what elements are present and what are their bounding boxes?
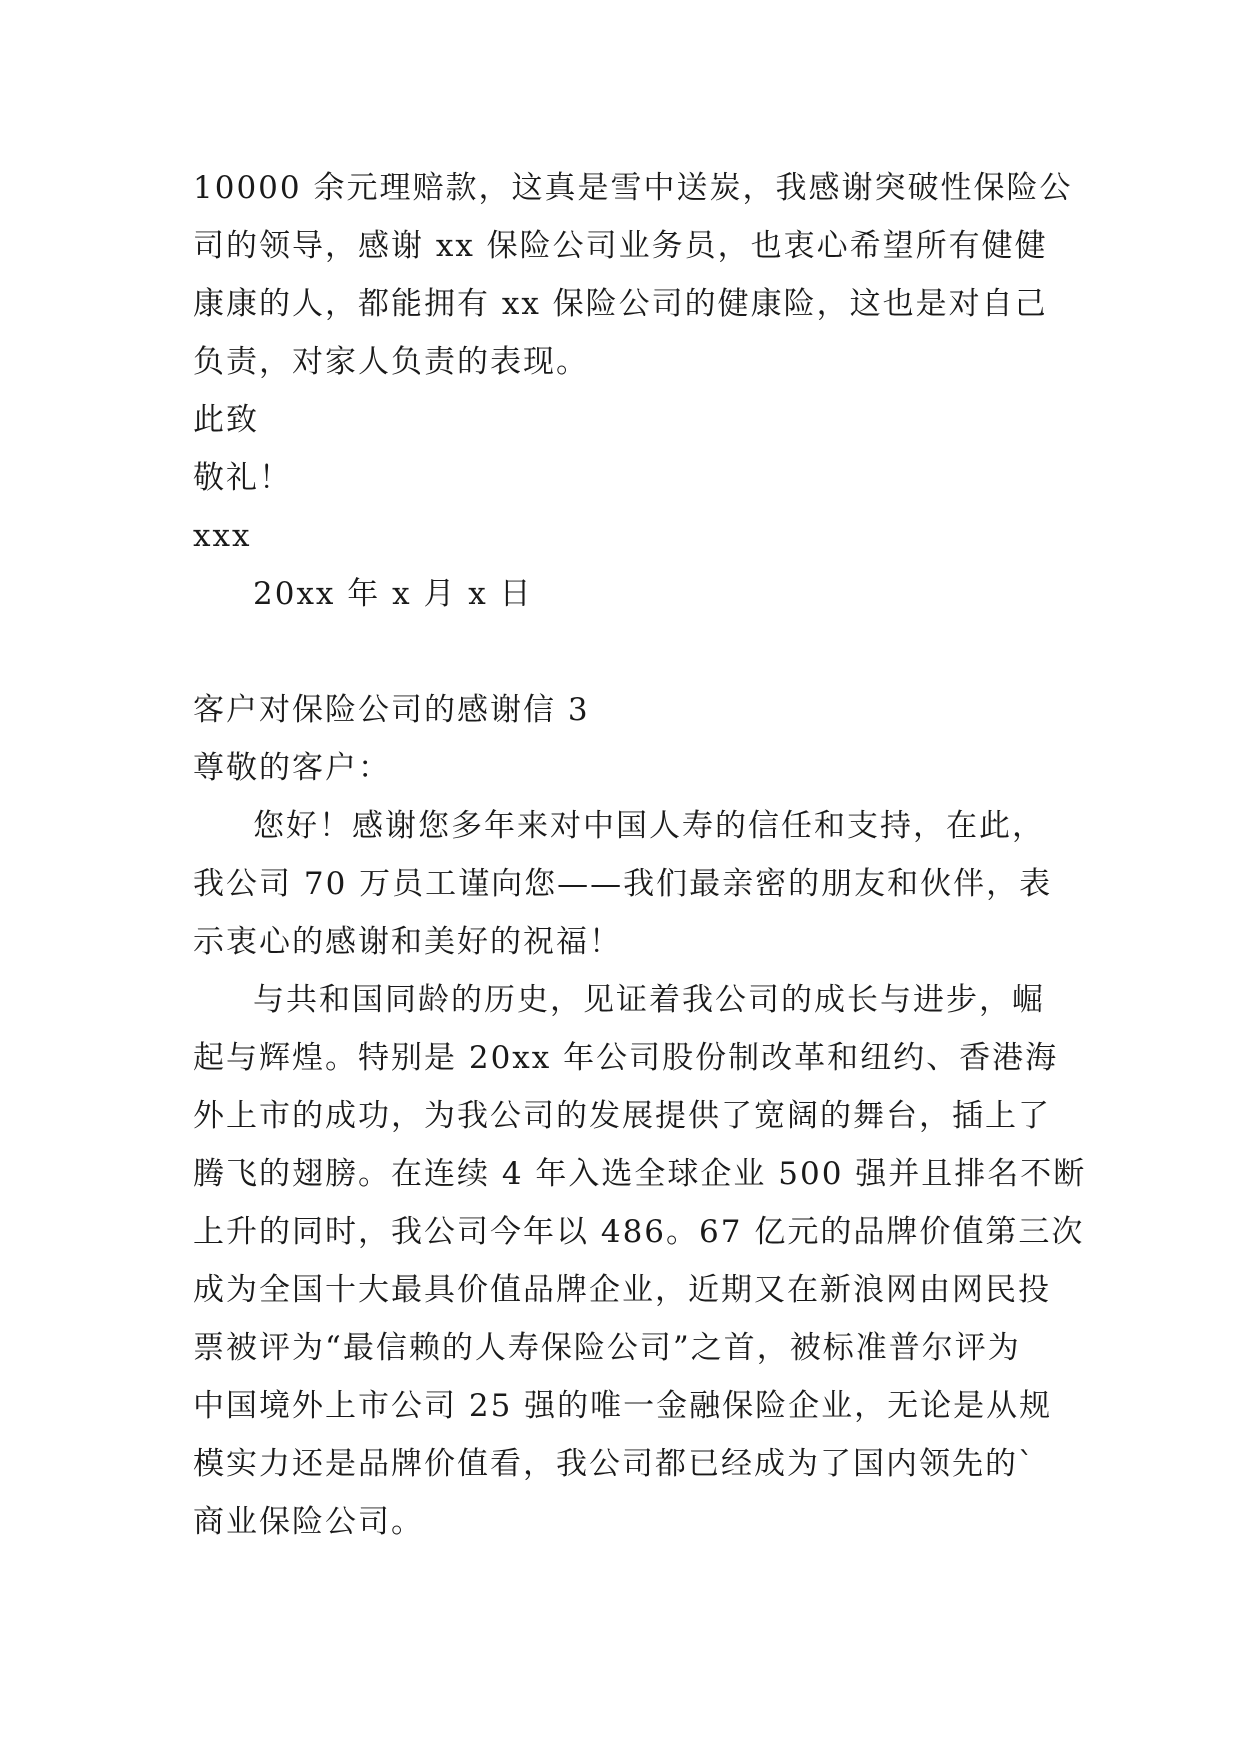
paragraph-line-7: 示衷心的感谢和美好的祝福！	[193, 924, 622, 960]
closing-regards: 敬礼！	[193, 460, 292, 496]
paragraph-line-14: 票被评为“最信赖的人寿保险公司”之首，被标准普尔评为	[193, 1330, 1021, 1366]
closing-salutation: 此致	[193, 402, 259, 438]
letter-greeting: 尊敬的客户：	[193, 750, 391, 786]
signature-name: xxx	[193, 518, 252, 554]
paragraph-line-2: 司的领导，感谢 xx 保险公司业务员，也衷心希望所有健健	[193, 228, 1048, 264]
paragraph-line-16: 模实力还是品牌价值看，我公司都已经成为了国内领先的`	[193, 1446, 1036, 1482]
paragraph-line-3: 康康的人，都能拥有 xx 保险公司的健康险，这也是对自己	[193, 286, 1048, 322]
paragraph-line-1: 10000 余元理赔款，这真是雪中送炭，我感谢突破性保险公	[193, 170, 1073, 206]
paragraph-line-8: 与共和国同龄的历史，见证着我公司的成长与进步，崛	[253, 982, 1045, 1018]
paragraph-line-9: 起与辉煌。特别是 20xx 年公司股份制改革和纽约、香港海	[193, 1040, 1059, 1076]
paragraph-line-5: 您好！感谢您多年来对中国人寿的信任和支持，在此，	[253, 808, 1045, 844]
paragraph-line-11: 腾飞的翅膀。在连续 4 年入选全球企业 500 强并且排名不断	[193, 1156, 1087, 1192]
paragraph-line-10: 外上市的成功，为我公司的发展提供了宽阔的舞台，插上了	[193, 1098, 1051, 1134]
letter-title: 客户对保险公司的感谢信 3	[193, 692, 590, 728]
paragraph-line-13: 成为全国十大最具价值品牌企业，近期又在新浪网由网民投	[193, 1272, 1051, 1308]
paragraph-line-4: 负责，对家人负责的表现。	[193, 344, 589, 380]
signature-date: 20xx 年 x 月 x 日	[253, 576, 533, 612]
paragraph-line-12: 上升的同时，我公司今年以 486。67 亿元的品牌价值第三次	[193, 1214, 1085, 1250]
paragraph-line-17: 商业保险公司。	[193, 1504, 424, 1540]
paragraph-line-15: 中国境外上市公司 25 强的唯一金融保险企业，无论是从规	[193, 1388, 1053, 1424]
paragraph-line-6: 我公司 70 万员工谨向您——我们最亲密的朋友和伙伴，表	[193, 866, 1053, 902]
